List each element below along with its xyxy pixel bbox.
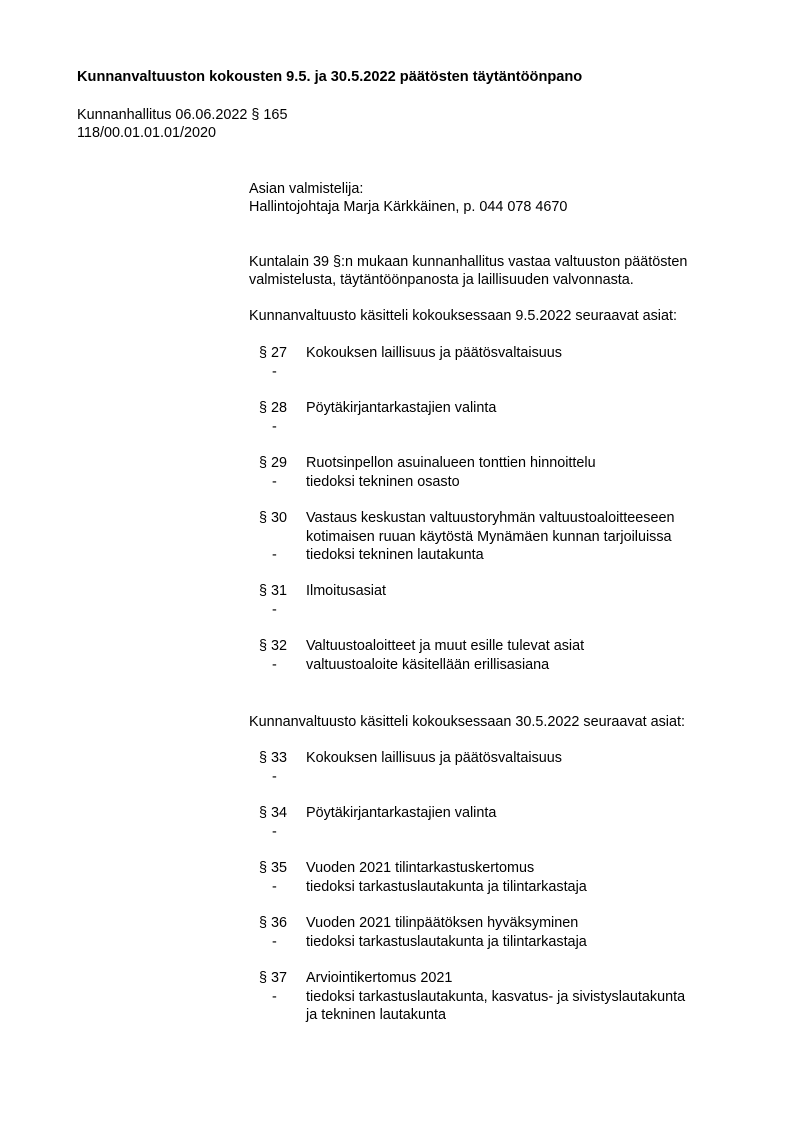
preparer-label: Asian valmistelija: bbox=[249, 181, 364, 197]
action-dash: - bbox=[272, 473, 277, 490]
section-number: § 37 bbox=[259, 970, 288, 986]
section-number: § 27 bbox=[259, 345, 288, 361]
item-title: Valtuustoaloitteet ja muut esille tulevat asiat bbox=[306, 638, 585, 654]
section-number bbox=[259, 528, 306, 547]
meeting-line: Kunnanhallitus 06.06.2022 § 165 bbox=[77, 107, 288, 123]
action-dash bbox=[259, 1006, 306, 1025]
meeting1-heading: Kunnanvaltuusto käsitteli kokouksessaan 9.5.2022 seuraavat asiat: bbox=[249, 308, 677, 324]
agenda-item bbox=[259, 509, 675, 565]
item-title: Arviointikertomus 2021 bbox=[306, 970, 453, 986]
action-dash: - bbox=[272, 418, 277, 435]
item-action: tiedoksi tarkastuslautakunta ja tilintarkastaja bbox=[306, 878, 587, 895]
section-number: § 28 bbox=[259, 400, 288, 416]
item-action: ja tekninen lautakunta bbox=[306, 1007, 447, 1023]
item-action: tiedoksi tarkastuslautakunta, kasvatus- ja sivistyslautakunta bbox=[306, 988, 686, 1005]
agenda-item bbox=[259, 749, 562, 786]
item-title: Vuoden 2021 tilinpäätöksen hyväksyminen bbox=[306, 915, 579, 931]
action-dash: - bbox=[272, 601, 277, 618]
section-number: § 32 bbox=[259, 638, 288, 654]
item-action: valtuustoaloite käsitellään erillisasiana bbox=[306, 656, 550, 673]
agenda-item bbox=[259, 454, 596, 491]
item-action: tiedoksi tekninen lautakunta bbox=[306, 547, 484, 563]
action-dash: - bbox=[272, 878, 277, 895]
agenda-item bbox=[259, 344, 562, 381]
agenda-item bbox=[259, 969, 685, 1025]
section-number: § 29 bbox=[259, 455, 288, 471]
item-title: Pöytäkirjantarkastajien valinta bbox=[306, 805, 497, 821]
intro-line-1: Kuntalain 39 §:n mukaan kunnanhallitus vastaa valtuuston päätösten bbox=[249, 254, 688, 270]
action-dash: - bbox=[272, 656, 277, 673]
document-title: Kunnanvaltuuston kokousten 9.5. ja 30.5.2022 päätösten täytäntöönpano bbox=[77, 69, 583, 85]
item-title: Pöytäkirjantarkastajien valinta bbox=[306, 400, 497, 416]
agenda-item bbox=[259, 914, 587, 951]
item-title: Kokouksen laillisuus ja päätösvaltaisuus bbox=[306, 345, 562, 361]
action-dash: - bbox=[272, 547, 277, 563]
preparer: Hallintojohtaja Marja Kärkkäinen, p. 044 078 4670 bbox=[249, 199, 568, 215]
item-action: tiedoksi tekninen osasto bbox=[306, 473, 460, 490]
item-action: tiedoksi tarkastuslautakunta ja tilintarkastaja bbox=[306, 933, 587, 950]
section-number: § 31 bbox=[259, 583, 288, 599]
item-title: Kokouksen laillisuus ja päätösvaltaisuus bbox=[306, 750, 562, 766]
action-dash: - bbox=[272, 988, 277, 1005]
section-number: § 36 bbox=[259, 915, 288, 931]
action-dash: - bbox=[272, 823, 277, 840]
agenda-item bbox=[259, 582, 386, 619]
section-number: § 34 bbox=[259, 805, 288, 821]
section-number: § 33 bbox=[259, 750, 288, 766]
agenda-item bbox=[259, 637, 584, 674]
section-number: § 35 bbox=[259, 860, 288, 876]
item-title: kotimaisen ruuan käytöstä Mynämäen kunnan tarjoiluissa bbox=[306, 528, 672, 545]
item-title: Vastaus keskustan valtuustoryhmän valtuustoaloitteeseen bbox=[306, 510, 675, 526]
section-number: § 30 bbox=[259, 510, 288, 526]
action-dash: - bbox=[272, 363, 277, 380]
agenda-item bbox=[259, 804, 496, 841]
agenda-item bbox=[259, 399, 496, 436]
meeting2-heading: Kunnanvaltuusto käsitteli kokouksessaan 30.5.2022 seuraavat asiat: bbox=[249, 714, 685, 730]
action-dash: - bbox=[272, 933, 277, 950]
item-title: Vuoden 2021 tilintarkastuskertomus bbox=[306, 860, 535, 876]
item-title: Ruotsinpellon asuinalueen tonttien hinnoittelu bbox=[306, 455, 596, 471]
agenda-item bbox=[259, 859, 587, 896]
intro-line-2: valmistelusta, täytäntöönpanosta ja laillisuuden valvonnasta. bbox=[249, 272, 634, 288]
action-dash: - bbox=[272, 768, 277, 785]
reference-number: 118/00.01.01.01/2020 bbox=[77, 125, 216, 141]
item-title: Ilmoitusasiat bbox=[306, 583, 386, 599]
